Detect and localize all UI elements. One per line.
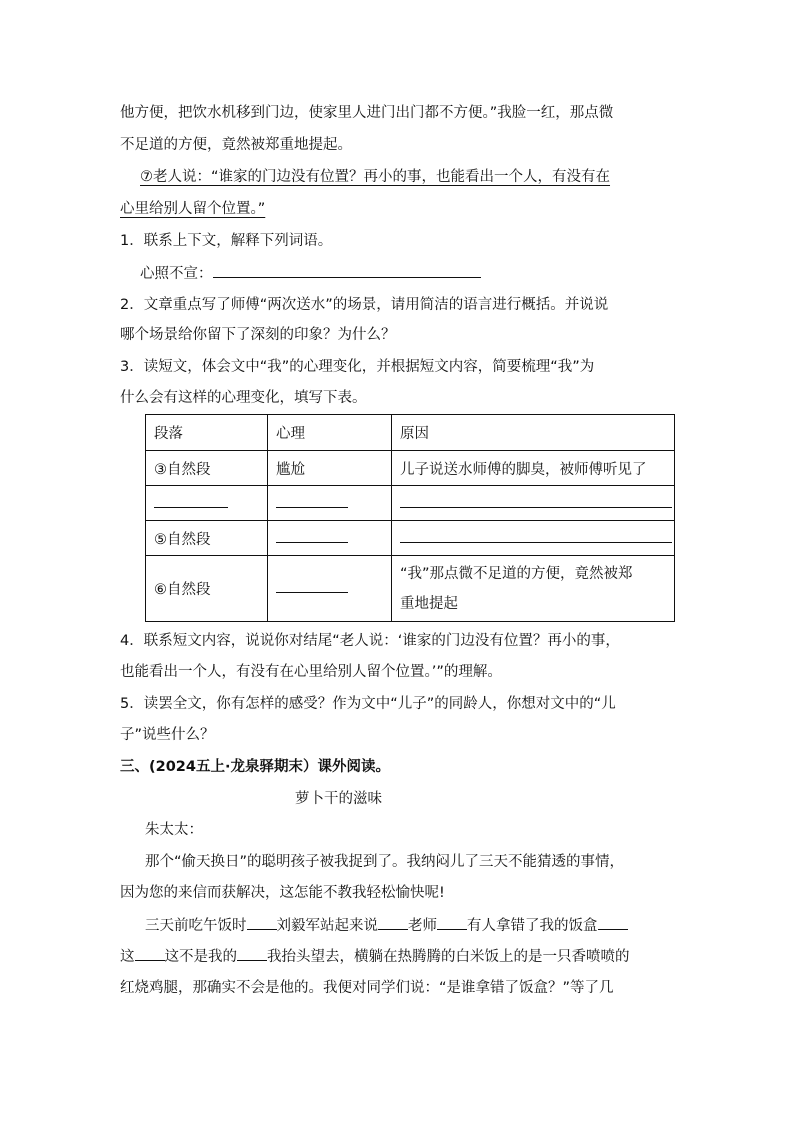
story-text: 有人拿错了我的饭盒 (467, 918, 598, 934)
punctuation-blank (378, 915, 408, 930)
story-line (145, 915, 628, 936)
story-line: 因为您的来信而获解决，这怎能不教我轻松愉快呢! (120, 885, 445, 901)
table-cell (146, 486, 268, 521)
table-header-cell: 原因 (392, 415, 675, 451)
table-cell: 尴尬 (268, 451, 392, 486)
question-3-line: 3．读短文，体会文中“我”的心理变化，并根据短文内容，简要梳理“我”为 (120, 359, 595, 375)
table-cell (392, 521, 675, 556)
story-text: 三天前吃午饭时 (145, 918, 247, 934)
table-header-cell: 心理 (268, 415, 392, 451)
story-text: 老师 (408, 918, 437, 934)
term-label: 心照不宣： (140, 266, 213, 282)
story-text: 这不是我的 (164, 949, 237, 965)
question-1: 1．联系上下文，解释下列词语。 (120, 233, 333, 249)
table-cell: ⑤自然段 (146, 521, 268, 556)
answer-blank (400, 530, 672, 543)
question-5-line: 5．读罢全文，你有怎样的感受？作为文中“儿子”的同龄人，你想对文中的“儿 (120, 696, 616, 712)
story-line (120, 946, 630, 967)
passage-line: 他方便，把饮水机移到门边，使家里人进门出门都不方便。”我脸一红，那点微 (120, 105, 614, 121)
table-cell (268, 521, 392, 556)
question-3-line: 什么会有这样的心理变化，填写下表。 (120, 390, 367, 406)
story-line: 红烧鸡腿，那确实不会是他的。我便对同学们说：“是谁拿错了饭盒？”等了几 (120, 980, 614, 996)
story-text: 刘毅军站起来说 (276, 918, 378, 934)
paragraph-7-line: ⑦老人说：“谁家的门边没有位置？再小的事，也能看出一个人，有没有在 (140, 169, 611, 185)
question-5-line: 子”说些什么？ (120, 727, 215, 743)
table-cell: ⑥自然段 (146, 556, 268, 622)
story-text: 我抬头望去，横躺在热腾腾的白米饭上的是一只香喷喷的 (267, 949, 630, 965)
question-4-line: 4．联系短文内容，说说你对结尾“老人说：‘谁家的门边没有位置？再小的事， (120, 633, 620, 649)
question-1-term (140, 263, 481, 284)
reason-line: “我”那点微不足道的方便，竟然被郑 (400, 565, 633, 582)
punctuation-blank (598, 915, 628, 930)
punctuation-blank (247, 915, 277, 930)
punctuation-blank (135, 946, 165, 961)
table-row (146, 451, 675, 486)
question-2-line: 哪个场景给你留下了深刻的印象？为什么？ (120, 327, 396, 343)
section-heading: 三、(2024五上·龙泉驿期末）课外阅读。 (120, 759, 390, 775)
answer-blank (276, 495, 348, 508)
psychology-table (145, 414, 675, 622)
salutation: 朱太太： (145, 822, 203, 838)
story-line: 那个“偷天换日”的聪明孩子被我捉到了。我纳闷儿了三天不能猜透的事情， (145, 854, 625, 870)
answer-blank (276, 580, 348, 593)
table-header-cell: 段落 (146, 415, 268, 451)
table-cell (392, 486, 675, 521)
answer-blank (213, 263, 481, 278)
table-cell: ③自然段 (146, 451, 268, 486)
paragraph-7-line: 心里给别人留个位置。” (120, 201, 266, 217)
question-2-line: 2．文章重点写了师傅“两次送水”的场景，请用简洁的语言进行概括。并说说 (120, 297, 609, 313)
table-cell (392, 556, 675, 622)
answer-blank (276, 530, 348, 543)
punctuation-blank (437, 915, 467, 930)
table-header-row (146, 415, 675, 451)
table-row (146, 521, 675, 556)
story-title: 萝卜干的滋味 (295, 791, 382, 807)
table-row (146, 556, 675, 622)
table-cell (268, 486, 392, 521)
reason-line: 重地提起 (400, 595, 458, 612)
table-cell: 儿子说送水师傅的脚臭，被师傅听见了 (392, 451, 675, 486)
table-cell (268, 556, 392, 622)
answer-blank (400, 495, 672, 508)
answer-blank (154, 495, 228, 508)
punctuation-blank (237, 946, 267, 961)
story-text: 这 (120, 949, 135, 965)
question-4-line: 也能看出一个人，有没有在心里给别人留个位置。’”的理解。 (120, 664, 502, 680)
passage-line: 不足道的方便，竟然被郑重地提起。 (120, 137, 352, 153)
table-row (146, 486, 675, 521)
